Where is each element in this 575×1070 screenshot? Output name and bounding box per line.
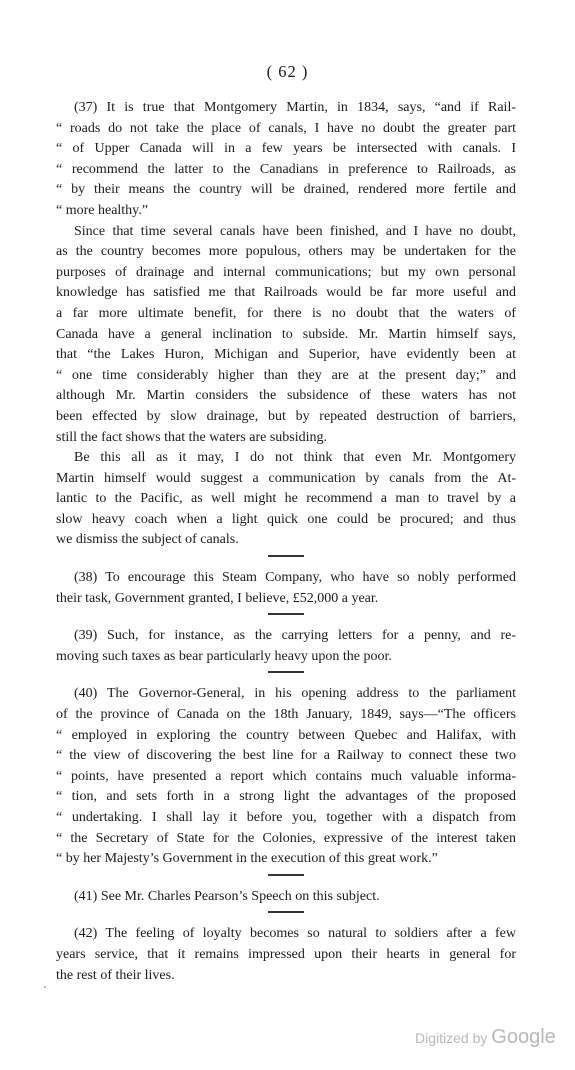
text-line: been effected by slow drainage, but by repeated destruction of barriers, (56, 408, 516, 424)
text-line: knowledge has satisfied me that Railroads would be far more useful and (56, 285, 516, 301)
text-line: Since that time several canals have been finished, and I have no doubt, (74, 223, 516, 239)
text-line: of the province of Canada on the 18th January, 1849, says—“The officers (56, 707, 516, 723)
watermark-brand: Google (491, 1026, 556, 1048)
text-line: as the country becomes more populous, others may be undertaken for the (56, 244, 516, 260)
text-line: “ undertaking. I shall lay it before you, together with a dispatch from (56, 810, 516, 825)
text-line: “ employed in exploring the country between Quebec and Halifax, with (56, 727, 516, 743)
text-line: (42) The feeling of loyalty becomes so natural to soldiers after a few (74, 926, 516, 942)
text-line: “ by their means the country will be drained, rendered more fertile and (56, 182, 516, 198)
text-line: moving such taxes as bear particularly heavy upon the poor. (56, 648, 392, 664)
text-line: Martin himself would suggest a communication by canals from the At- (56, 470, 516, 486)
note-39 (56, 626, 516, 667)
note-38 (56, 568, 516, 609)
text-line: “ the view of discovering the best line for a Railway to connect these two (56, 748, 516, 764)
note-37-continuation (56, 222, 516, 449)
text-line: a far more ultimate benefit, for there is no doubt that the waters of (56, 305, 516, 321)
text-line: that “the Lakes Huron, Michigan and Superior, have evidently been at (56, 347, 516, 363)
note-41 (56, 887, 516, 908)
text-line: although Mr. Martin considers the subsidence of these waters has not (56, 388, 516, 404)
note-37 (56, 98, 516, 222)
text-line: “ roads do not take the place of canals, I have no doubt the greater part (56, 120, 516, 136)
text-line: the rest of their lives. (56, 967, 175, 983)
text-line: “ points, have presented a report which contains much valuable informa- (56, 768, 516, 784)
text-line: “ one time considerably higher than they are at the present day;” and (56, 367, 516, 383)
scan-speck (44, 986, 46, 988)
text-line: their task, Government granted, I believe, £52,000 a year. (56, 590, 379, 606)
text-line: Canada have a general inclination to subside. Mr. Martin himself says, (56, 326, 516, 342)
text-line: years service, that it remains impressed upon their hearts in general for (56, 946, 516, 962)
note-42 (56, 924, 516, 986)
page-number: ( 62 ) (266, 62, 309, 81)
text-line: “ of Upper Canada will in a few years be intersected with canals. I (56, 141, 516, 157)
watermark-prefix: Digitized by (415, 1030, 488, 1046)
text-line: “ tion, and sets forth in a strong light the advantages of the proposed (56, 789, 516, 805)
text-line: still the fact shows that the waters are subsiding. (56, 429, 327, 445)
text-line: lantic to the Pacific, as well might he recommend a man to travel by a (56, 491, 516, 507)
note-40 (56, 684, 516, 869)
text-line: “ by her Majesty’s Government in the execution of this great work.” (56, 851, 438, 867)
text-line: “ recommend the latter to the Canadians in preference to Railroads, as (56, 161, 516, 177)
text-line: (41) See Mr. Charles Pearson’s Speech on this subject. (74, 888, 380, 904)
digitized-watermark (415, 1026, 556, 1049)
text-line: purposes of drainage and internal communications; but my own personal (56, 264, 516, 280)
text-line: (39) Such, for instance, as the carrying letters for a penny, and re- (74, 628, 516, 644)
note-37-conclusion (56, 448, 516, 551)
text-line: “ the Secretary of State for the Colonies, expressive of the interest taken (56, 830, 516, 846)
text-line: slow heavy coach when a light quick one could be procured; and thus (56, 511, 516, 527)
text-line: (40) The Governor-General, in his opening address to the parliament (74, 686, 516, 702)
text-line: “ more healthy.” (56, 202, 148, 218)
text-line: Be this all as it may, I do not think that even Mr. Montgomery (74, 450, 516, 466)
text-line: (38) To encourage this Steam Company, who have so nobly performed (74, 570, 516, 586)
page-body (56, 98, 516, 986)
text-line: we dismiss the subject of canals. (56, 532, 239, 548)
text-line: (37) It is true that Montgomery Martin, in 1834, says, “and if Rail- (74, 100, 516, 115)
